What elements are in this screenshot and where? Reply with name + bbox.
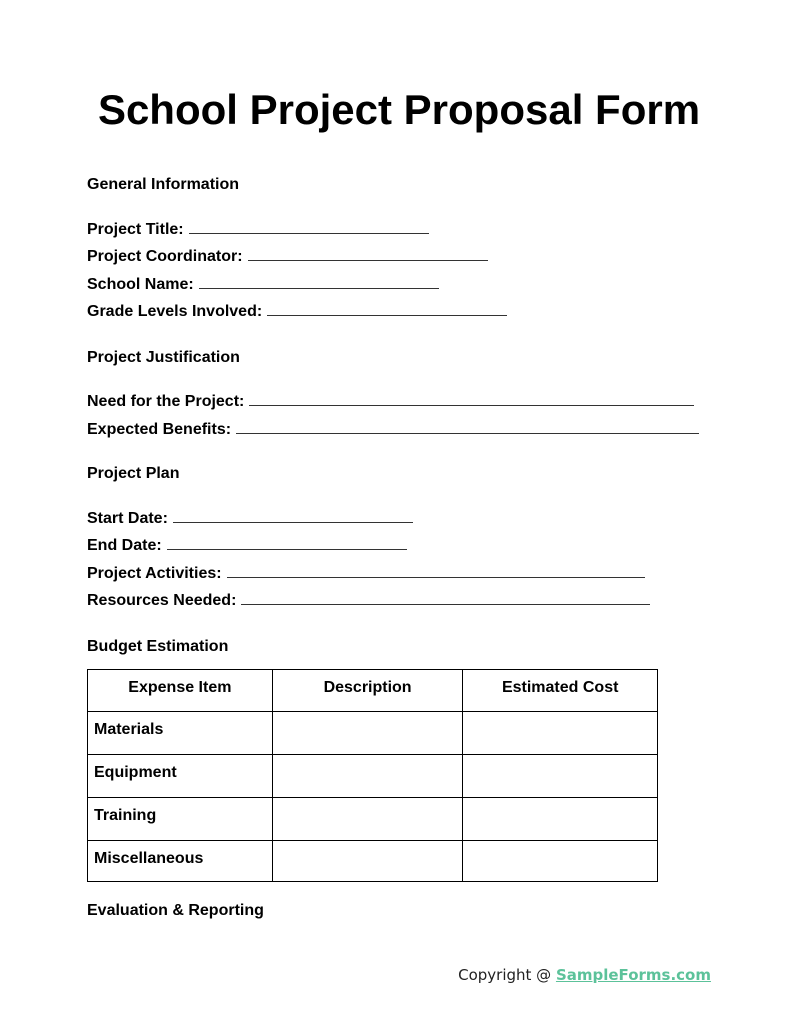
start-date-field[interactable] — [87, 508, 413, 529]
activities-field[interactable] — [87, 563, 645, 584]
sampleforms-link[interactable]: SampleForms.com — [555, 966, 711, 984]
field-label: Project Coordinator: — [87, 248, 243, 265]
grade-levels-blank[interactable] — [267, 301, 507, 316]
start-date-blank[interactable] — [173, 508, 413, 523]
field-label: End Date: — [87, 537, 162, 554]
description-cell[interactable] — [272, 841, 463, 882]
expense-item-cell: Training — [88, 798, 273, 841]
project-coordinator-blank[interactable] — [248, 246, 488, 261]
expense-item-cell: Miscellaneous — [88, 841, 273, 882]
benefits-blank[interactable] — [236, 419, 699, 434]
expense-item-cell: Materials — [88, 712, 273, 755]
estimated-cost-cell[interactable] — [463, 798, 658, 841]
activities-blank[interactable] — [227, 563, 645, 578]
field-label: School Name: — [87, 276, 194, 293]
field-label: Grade Levels Involved: — [87, 303, 263, 320]
field-label: Need for the Project: — [87, 393, 245, 410]
field-label: Expected Benefits: — [87, 421, 232, 438]
budget-table — [87, 669, 658, 882]
resources-field[interactable] — [87, 590, 650, 611]
section-heading-plan: Project Plan — [87, 465, 180, 482]
expense-item-cell: Equipment — [88, 755, 273, 798]
table-row — [88, 755, 658, 798]
resources-blank[interactable] — [241, 590, 650, 605]
project-title-field[interactable] — [87, 219, 429, 240]
field-label: Resources Needed: — [87, 592, 237, 609]
project-coordinator-field[interactable] — [87, 246, 488, 267]
copyright-footer — [458, 966, 711, 984]
estimated-cost-cell[interactable] — [463, 841, 658, 882]
estimated-cost-cell[interactable] — [463, 712, 658, 755]
column-header-description: Description — [272, 670, 463, 712]
need-blank[interactable] — [249, 391, 694, 406]
table-header-row — [88, 670, 658, 712]
project-title-blank[interactable] — [189, 219, 429, 234]
end-date-field[interactable] — [87, 535, 407, 556]
column-header-expense-item: Expense Item — [88, 670, 273, 712]
section-heading-budget: Budget Estimation — [87, 638, 229, 655]
table-row — [88, 798, 658, 841]
copyright-prefix: Copyright @ — [458, 966, 556, 984]
section-heading-evaluation: Evaluation & Reporting — [87, 902, 264, 919]
page-title: School Project Proposal Form — [97, 86, 701, 133]
field-label: Project Activities: — [87, 565, 222, 582]
grade-levels-field[interactable] — [87, 301, 507, 322]
column-header-estimated-cost: Estimated Cost — [463, 670, 658, 712]
table-row — [88, 841, 658, 882]
section-heading-justification: Project Justification — [87, 349, 240, 366]
field-label: Start Date: — [87, 510, 168, 527]
field-label: Project Title: — [87, 221, 184, 238]
school-name-field[interactable] — [87, 274, 439, 295]
description-cell[interactable] — [272, 798, 463, 841]
benefits-field[interactable] — [87, 419, 699, 440]
estimated-cost-cell[interactable] — [463, 755, 658, 798]
description-cell[interactable] — [272, 755, 463, 798]
need-field[interactable] — [87, 391, 694, 412]
description-cell[interactable] — [272, 712, 463, 755]
section-heading-general: General Information — [87, 176, 240, 193]
school-name-blank[interactable] — [199, 274, 439, 289]
end-date-blank[interactable] — [167, 535, 407, 550]
table-row — [88, 712, 658, 755]
